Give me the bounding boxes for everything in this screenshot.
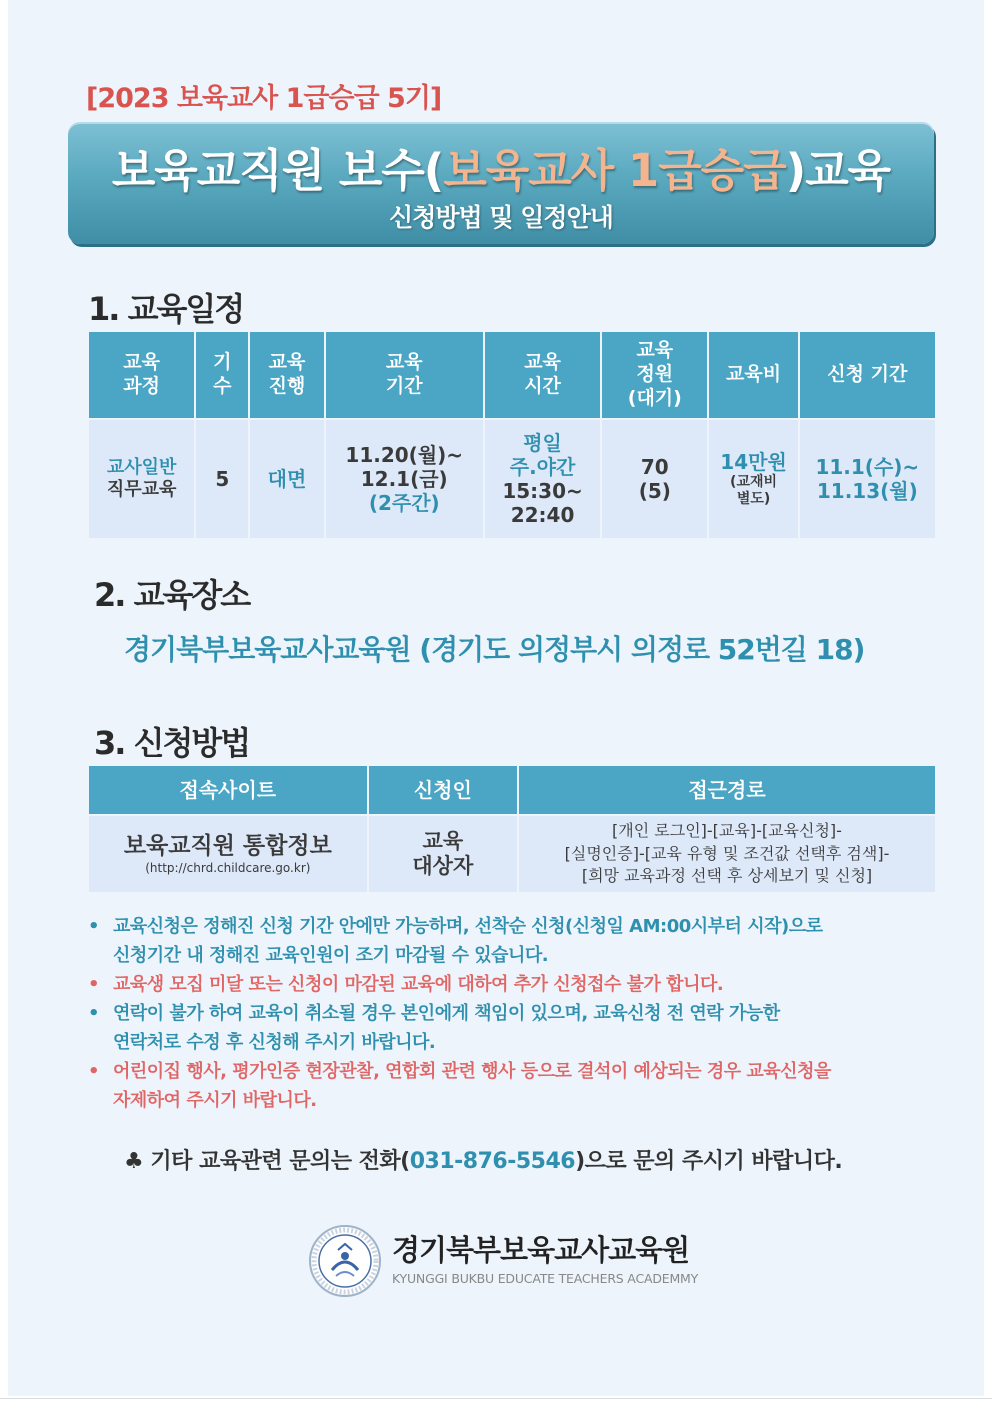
banner-title xyxy=(68,134,934,199)
schedule-header-row xyxy=(89,332,935,418)
site-name: 보육교직원 통합정보 xyxy=(123,833,332,859)
banner-title-post: )교육 xyxy=(785,144,891,197)
cell-fee: 14만원 (교재비 별도) xyxy=(709,420,797,538)
header-fee: 교육비 xyxy=(709,332,797,418)
schedule-table xyxy=(87,330,937,540)
header-capacity: 교육 정원 (대기) xyxy=(602,332,707,418)
apply-table xyxy=(87,764,937,894)
header-course: 교육 과정 xyxy=(89,332,194,418)
cell-applicant: 교육 대상자 xyxy=(369,816,517,892)
club-icon: ♣ xyxy=(124,1149,144,1174)
cell-period: 11.20(월)~ 12.1(금) (2주간) xyxy=(326,420,483,538)
list-item: • 어린이집 행사, 평가인증 현장관찰, 연합회 관련 행사 등으로 결석이 예상되는 경우 교육신청을 자제하여 주시기 바랍니다. xyxy=(88,1061,831,1111)
header-route: 접근경로 xyxy=(519,766,935,814)
header-applicant: 신청인 xyxy=(369,766,517,814)
cell-round: 5 xyxy=(196,420,248,538)
header-period: 교육 기간 xyxy=(326,332,483,418)
header-time: 교육 시간 xyxy=(485,332,600,418)
list-item: • 연락이 불가 하여 교육이 취소될 경우 본인에게 책임이 있으며, 교육신청 전 연락 가능한 연락처로 수정 후 신청해 주시기 바랍니다. xyxy=(88,1003,780,1053)
academy-emblem-icon xyxy=(308,1224,382,1298)
page xyxy=(8,0,984,1396)
course-tag: [2023 보육교사 1급승급 5기] xyxy=(86,83,442,114)
banner-title-highlight: 보육교사 1급승급 xyxy=(443,144,786,197)
site-url: (http://chrd.childcare.go.kr) xyxy=(145,860,311,875)
list-item: • 교육신청은 정해진 신청 기간 안에만 가능하며, 선착순 신청(신청일 AM:00시부터 시작)으로 신청기간 내 정해진 교육인원이 조기 마감될 수 있습니다. xyxy=(88,916,823,966)
section-title-schedule: 1. 교육일정 xyxy=(88,290,244,328)
place-address: 경기북부보육교사교육원 (경기도 의정부시 의정로 52번길 18) xyxy=(124,633,865,666)
cell-route: [개인 로그인]-[교육]-[교육신청]- [실명인증]-[교육 유형 및 조건값 선택후 검색]- [희망 교육과정 선택 후 상세보기 및 신청] xyxy=(519,816,935,892)
cell-capacity: 70 (5) xyxy=(602,420,707,538)
apply-header-row xyxy=(89,766,935,814)
page-bottom-divider xyxy=(0,1398,992,1399)
table-row xyxy=(89,816,935,892)
header-site: 접속사이트 xyxy=(89,766,367,814)
header-mode: 교육 진행 xyxy=(250,332,323,418)
banner-title-pre: 보육교직원 보수( xyxy=(111,144,444,197)
section-title-place: 2. 교육장소 xyxy=(94,576,250,614)
academy-english-name: KYUNGGI BUKBU EDUCATE TEACHERS ACADEMMY xyxy=(392,1271,699,1286)
contact-line: ♣ 기타 교육관련 문의는 전화(031-876-5546)으로 문의 주시기 바랍니다. xyxy=(124,1149,843,1174)
cell-course: 교사일반 직무교육 xyxy=(89,420,194,538)
list-item: • 교육생 모집 미달 또는 신청이 마감된 교육에 대하여 추가 신청접수 불가 합니다. xyxy=(88,974,724,995)
academy-logo xyxy=(308,1222,708,1302)
academy-name: 경기북부보육교사교육원 xyxy=(392,1233,690,1267)
cell-site xyxy=(89,816,367,892)
header-round: 기 수 xyxy=(196,332,248,418)
cell-time: 평일 주.야간 15:30~ 22:40 xyxy=(485,420,600,538)
section-title-method: 3. 신청방법 xyxy=(94,724,250,762)
title-banner xyxy=(68,122,934,244)
cell-apply-period: 11.1(수)~ 11.13(월) xyxy=(800,420,935,538)
table-row xyxy=(89,420,935,538)
phone-number: 031-876-5546 xyxy=(409,1149,576,1174)
cell-mode: 대면 xyxy=(250,420,323,538)
notes-list xyxy=(88,912,938,1115)
header-apply-period: 신청 기간 xyxy=(800,332,935,418)
banner-subtitle: 신청방법 및 일정안내 xyxy=(389,203,613,232)
